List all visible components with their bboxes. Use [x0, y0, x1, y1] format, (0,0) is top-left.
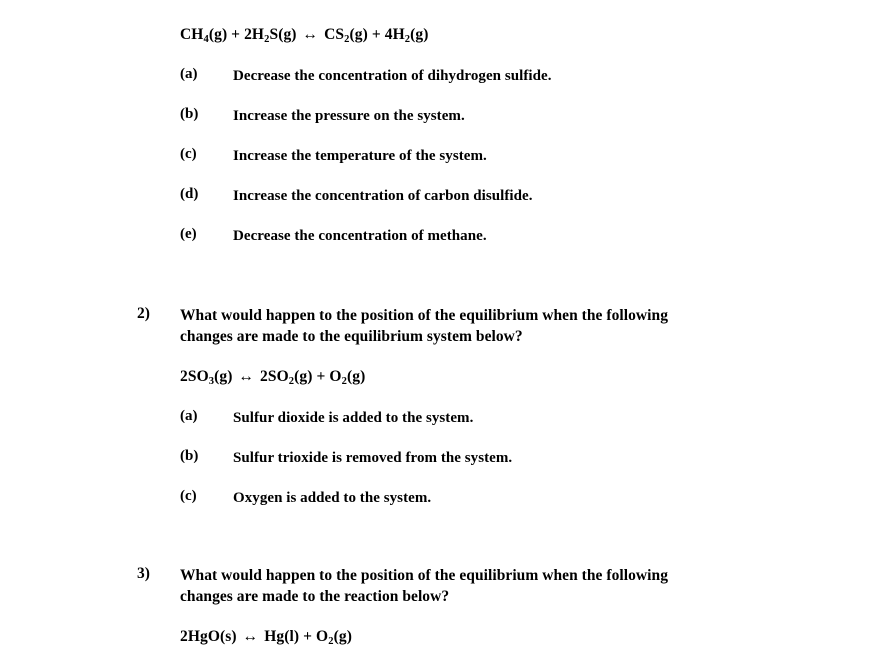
question-marker: 3) — [137, 565, 150, 582]
equation-subscript: 2 — [288, 375, 295, 387]
equation-text: (g) — [214, 368, 237, 385]
equation-text: (g) + 2H — [208, 26, 265, 43]
equation-text: 2HgO(s) — [180, 628, 241, 645]
list-item-label: Sulfur trioxide is removed from the system. — [233, 450, 513, 466]
equation-text: Hg(l) + O — [260, 628, 329, 645]
list-item — [180, 488, 431, 508]
list-item-label: Sulfur dioxide is added to the system. — [233, 410, 474, 426]
list-item-marker: (b) — [180, 448, 199, 464]
list-item-marker: (e) — [180, 226, 197, 242]
equation-subscript: 2 — [328, 635, 334, 647]
equilibrium-arrow-icon: ↔ — [238, 368, 255, 385]
list-item-label: Increase the pressure on the system. — [233, 108, 465, 124]
equation-subscript: 2 — [344, 33, 350, 45]
list-item — [180, 448, 512, 468]
list-item — [180, 226, 487, 246]
list-item-marker: (d) — [180, 186, 199, 202]
equation-question-3 — [180, 628, 352, 646]
list-item-label: Decrease the concentration of methane. — [233, 228, 487, 244]
equation-text: (g) — [333, 628, 352, 645]
equation-subscript: 4 — [203, 33, 209, 45]
list-item-marker: (a) — [180, 66, 198, 82]
equation-subscript: 2 — [404, 33, 411, 45]
equation-question-1 — [180, 26, 429, 44]
list-item-marker: (a) — [180, 408, 198, 424]
list-item-marker: (b) — [180, 106, 199, 122]
equation-text: (g) + O — [294, 368, 342, 385]
equilibrium-arrow-icon: ↔ — [302, 26, 319, 43]
list-item — [180, 106, 465, 126]
equation-subscript: 2 — [341, 375, 347, 387]
question-marker: 2) — [137, 305, 150, 322]
equation-text: (g) — [346, 368, 366, 385]
equation-text: S(g) — [269, 26, 301, 43]
equation-question-2 — [180, 368, 365, 386]
list-item-marker: (c) — [180, 488, 197, 504]
equation-subscript: 2 — [264, 33, 270, 45]
list-item — [180, 408, 473, 428]
list-item — [180, 186, 533, 206]
list-item-label: Increase the concentration of carbon disulfide. — [233, 188, 533, 204]
equation-text: (g) — [410, 26, 429, 43]
equation-text: CS — [320, 26, 345, 43]
question-text: What would happen to the position of the equilibrium when the following changes are made to the equilibrium system below? — [180, 307, 668, 345]
list-item-label: Oxygen is added to the system. — [233, 490, 432, 506]
equation-text: 2SO — [180, 368, 209, 385]
equilibrium-arrow-icon: ↔ — [242, 628, 259, 645]
equation-text: 2SO — [256, 368, 289, 385]
equation-text: CH — [180, 26, 204, 43]
clipped-top-line — [180, 0, 740, 3]
list-item-label: Decrease the concentration of dihydrogen sulfide. — [233, 68, 552, 84]
list-item-label: Increase the temperature of the system. — [233, 148, 487, 164]
list-item — [180, 66, 552, 86]
question-2 — [137, 305, 721, 347]
question-text: What would happen to the position of the equilibrium when the following changes are made to the reaction below? — [180, 567, 668, 605]
equation-subscript: 3 — [208, 375, 215, 387]
list-item-marker: (c) — [180, 146, 197, 162]
equation-text: (g) + 4H — [349, 26, 405, 43]
question-3 — [137, 565, 721, 607]
list-item — [180, 146, 487, 166]
